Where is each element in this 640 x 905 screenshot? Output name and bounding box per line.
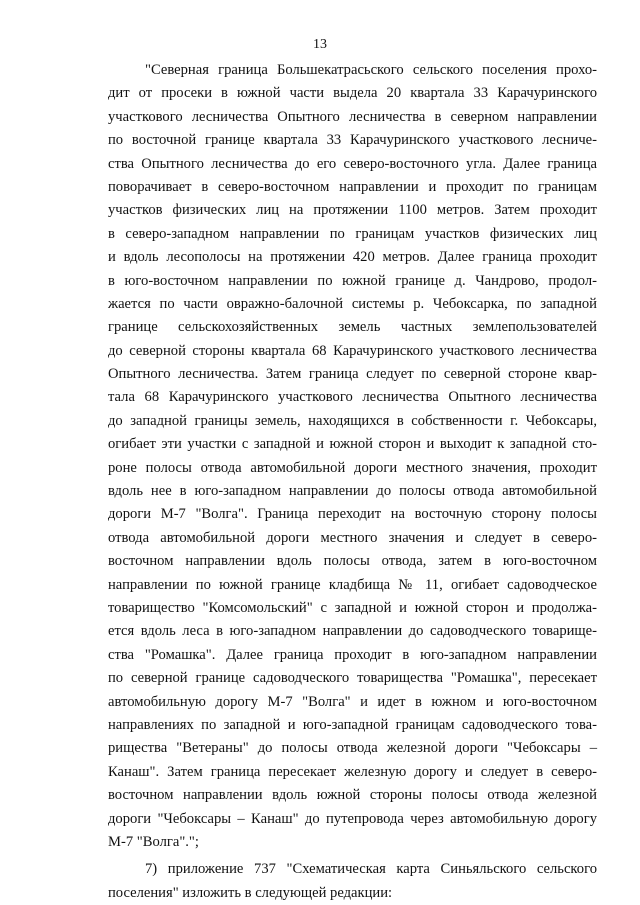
text-line: направлении по южной границе кладбища № 11, огибает садоводческое (108, 576, 597, 593)
text-line: Канаш". Затем граница пересекает железную дорогу и следует в северо- (108, 763, 597, 780)
text-line: Опытного лесничества. Затем граница следует по северной стороне квар- (108, 366, 597, 383)
text-line: дит от просеки в южной части выдела 20 квартала 33 Карачуринского (108, 85, 597, 102)
text-line: М-7 "Волга"."; (108, 833, 199, 850)
text-line: в юго-восточном направлении по южной границе д. Чандрово, продол- (108, 272, 597, 289)
text-line: дороги "Чебоксары – Канаш" до путепровода через автомобильную дорогу (108, 810, 597, 827)
text-line: тала 68 Карачуринского участкового лесничества Опытного лесничества (108, 389, 597, 406)
text-line: до западной границы земель, находящихся в собственности г. Чебоксары, (108, 412, 597, 429)
text-line: ства Опытного лесничества до его северо-восточного угла. Далее граница (108, 155, 597, 172)
text-line: 7) приложение 737 "Схематическая карта Синьяльского сельского (145, 861, 597, 878)
text-line: роне полосы отвода автомобильной дороги местного значения, проходит (108, 459, 597, 476)
text-line: рищества "Ветераны" до полосы отвода железной дороги "Чебоксары – (108, 740, 597, 757)
text-line: поворачивает в северо-восточном направлении и проходит по границам (108, 178, 597, 195)
document-body (108, 59, 597, 905)
text-line: автомобильную дорогу М-7 "Волга" и идет в южном и юго-восточном (108, 693, 597, 710)
text-line: участков физических лиц на протяжении 1100 метров. Затем проходит (108, 202, 597, 219)
text-line: товарищество "Комсомольский" с западной и южной сторон и продолжа- (108, 599, 597, 616)
text-line: восточном направлении вдоль полосы отвода, затем в юго-восточном (108, 553, 597, 570)
page-number: 13 (313, 37, 327, 52)
text-line: и вдоль лесополосы на протяжении 420 метров. Далее граница проходит (108, 249, 597, 266)
paragraph-appendix-737 (108, 858, 597, 905)
text-line: ства "Ромашка". Далее граница проходит в юго-западном направлении (108, 646, 597, 663)
text-line: огибает эти участки с западной и южной сторон и выходит к западной сто- (108, 436, 597, 453)
text-line: участкового лесничества Опытного лесничества в северном направлении (108, 108, 597, 125)
text-line: границе сельскохозяйственных земель частных землепользователей (108, 319, 597, 336)
text-line: по восточной границе квартала 33 Карачуринского участкового лесниче- (108, 132, 597, 149)
text-line: "Северная граница Большекатрасьского сельского поселения прохо- (145, 62, 597, 78)
text-line: в северо-западном направлении по границам участков физических лиц (108, 225, 597, 242)
text-line: ется вдоль леса в юго-западном направлении до садоводческого товарище- (108, 623, 597, 640)
text-line: восточном направлении вдоль южной стороны полосы отвода железной (108, 787, 597, 804)
text-line: направлениях по западной и юго-западной границам садоводческого това- (108, 716, 597, 733)
paragraph-northern-boundary (108, 59, 597, 854)
text-line: жается по части овражно-балочной системы р. Чебоксарка, по западной (108, 295, 597, 312)
text-line: дороги М-7 "Волга". Граница переходит на восточную сторону полосы (108, 506, 597, 523)
text-line: отвода автомобильной дороги местного значения и следует в северо- (108, 529, 597, 546)
text-line: по северной границе садоводческого товарищества "Ромашка", пересекает (108, 670, 597, 687)
text-line: до северной стороны квартала 68 Карачуринского участкового лесничества (108, 342, 597, 359)
text-line: вдоль нее в юго-западном направлении до полосы отвода автомобильной (108, 483, 597, 500)
text-line: поселения" изложить в следующей редакции: (108, 884, 393, 901)
